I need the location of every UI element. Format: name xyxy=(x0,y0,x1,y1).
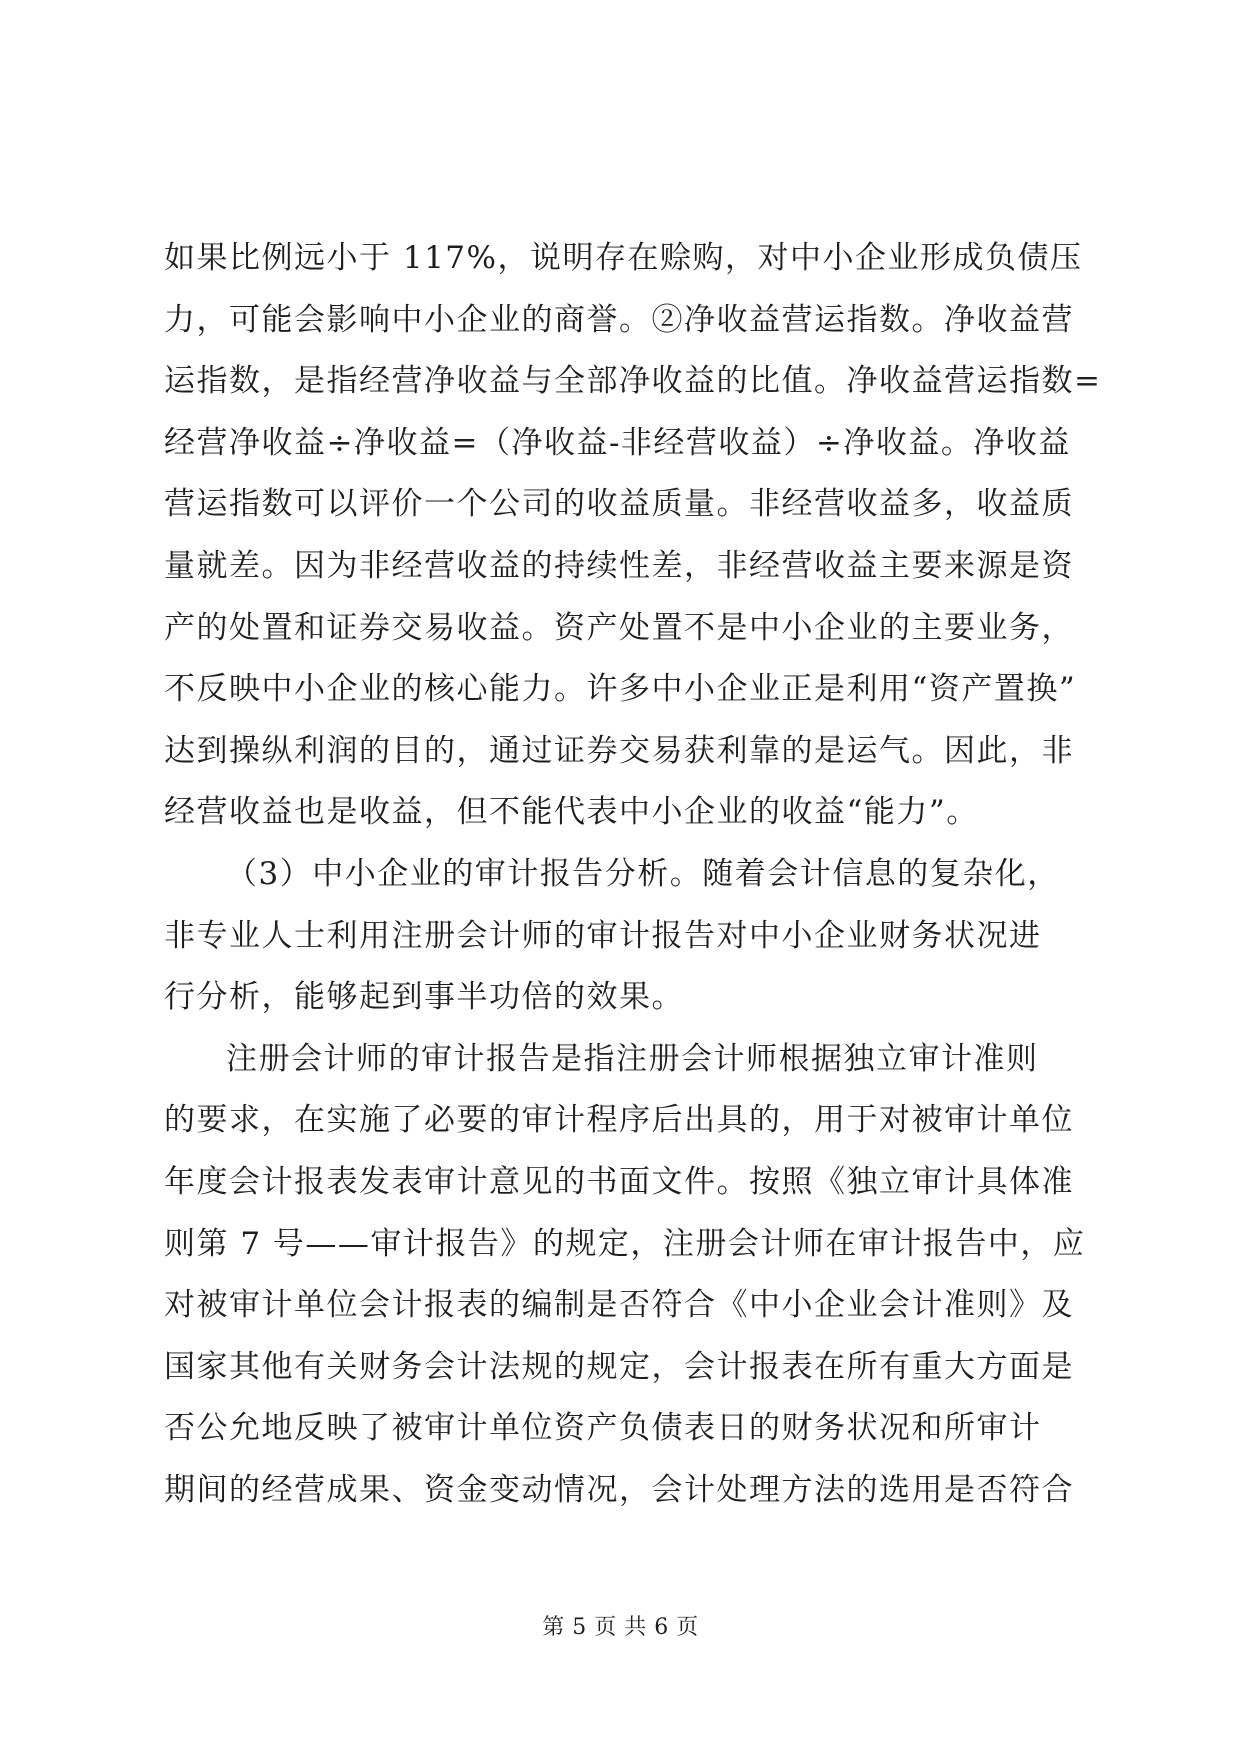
section-heading-line: （3）中小企业的审计报告分析。随着会计信息的复杂化， xyxy=(226,855,1060,892)
text-line: 力，可能会影响中小企业的商誉。②净收益营运指数。净收益营 xyxy=(164,301,1074,338)
text-line: 行分析，能够起到事半功倍的效果。 xyxy=(164,979,684,1016)
text-line: 达到操纵利润的目的，通过证券交易获利靠的是运气。因此，非 xyxy=(164,732,1074,769)
text-line: 对被审计单位会计报表的编制是否符合《中小企业会计准则》及 xyxy=(164,1287,1074,1324)
text-line: 非专业人士利用注册会计师的审计报告对中小企业财务状况进 xyxy=(164,917,1042,954)
text-line: 否公允地反映了被审计单位资产负债表日的财务状况和所审计 xyxy=(164,1410,1042,1447)
body-text xyxy=(164,228,1102,1521)
paragraph-start-line: 注册会计师的审计报告是指注册会计师根据独立审计准则 xyxy=(226,1040,1039,1077)
text-line: 经营净收益÷净收益=（净收益-非经营收益）÷净收益。净收益 xyxy=(164,424,1071,461)
text-line: 营运指数可以评价一个公司的收益质量。非经营收益多，收益质 xyxy=(164,486,1074,523)
page-number-footer: 第 5 页 共 6 页 xyxy=(542,1615,699,1640)
text-line: 量就差。因为非经营收益的持续性差，非经营收益主要来源是资 xyxy=(164,547,1074,584)
text-line: 国家其他有关财务会计法规的规定，会计报表在所有重大方面是 xyxy=(164,1348,1074,1385)
text-line: 产的处置和证券交易收益。资产处置不是中小企业的主要业务， xyxy=(164,609,1074,646)
text-line: 不反映中小企业的核心能力。许多中小企业正是利用“资产置换” xyxy=(164,671,1077,708)
text-line: 则第 7 号——审计报告》的规定，注册会计师在审计报告中，应 xyxy=(164,1225,1086,1262)
text-line: 如果比例远小于 117%，说明存在赊购，对中小企业形成负债压 xyxy=(164,240,1083,276)
text-line: 经营收益也是收益，但不能代表中小企业的收益“能力”。 xyxy=(164,794,979,831)
text-line: 的要求，在实施了必要的审计程序后出具的，用于对被审计单位 xyxy=(164,1102,1074,1139)
text-line: 年度会计报表发表审计意见的书面文件。按照《独立审计具体准 xyxy=(164,1163,1074,1200)
text-line: 运指数，是指经营净收益与全部净收益的比值。净收益营运指数= xyxy=(164,363,1102,400)
text-line: 期间的经营成果、资金变动情况，会计处理方法的选用是否符合 xyxy=(164,1471,1074,1508)
